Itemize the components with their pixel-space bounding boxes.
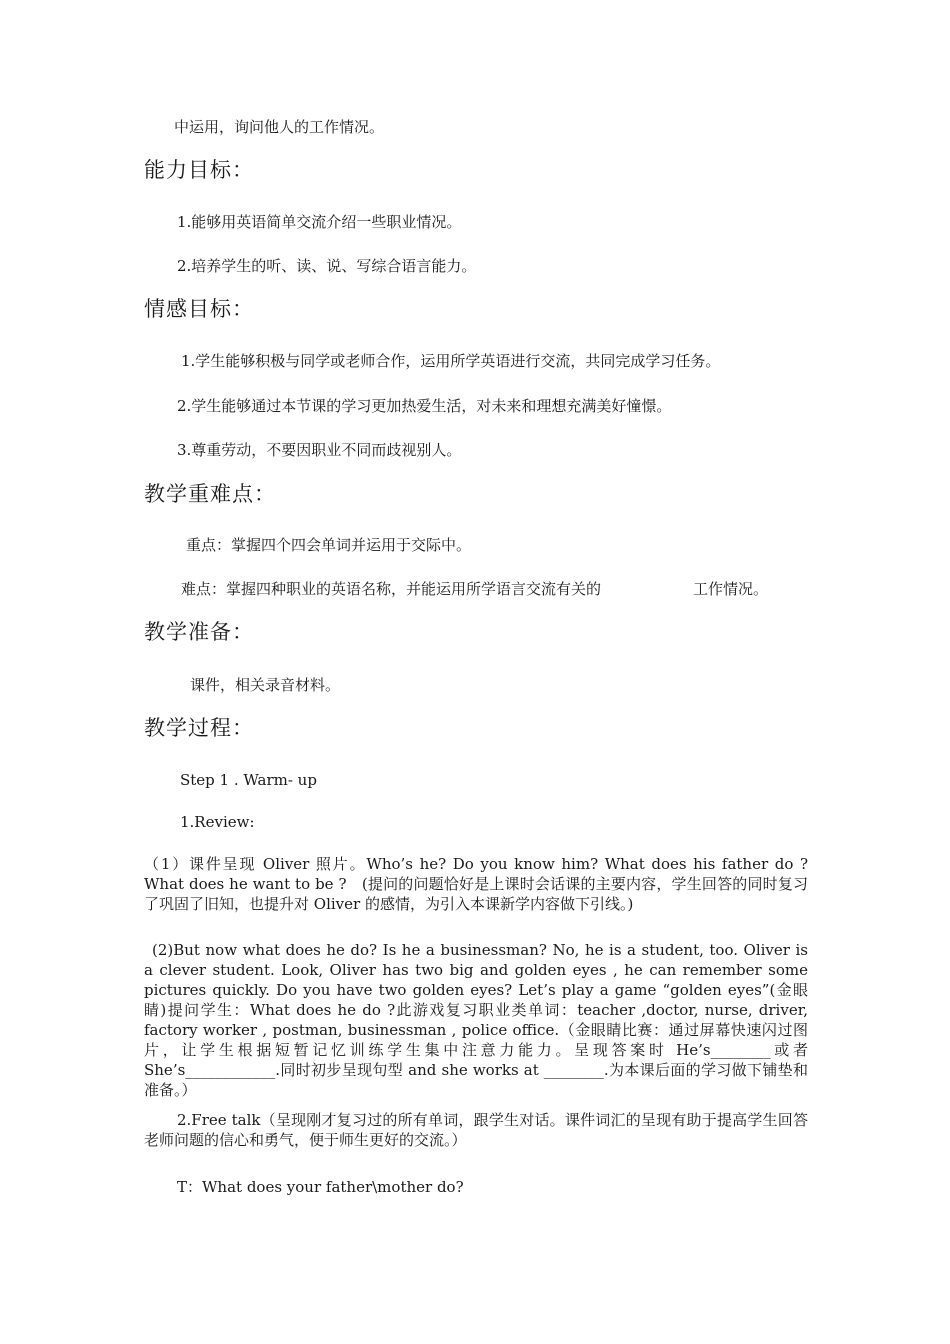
intro-tail-line: 中运用，询问他人的工作情况。 [174,118,385,136]
review-paragraph-1: （1）课件呈现 Oliver 照片。Who’s he? Do you know him? What does his father do ? What does he want to be ? (提问的问题恰好是上课时会话课的主要内容，学生回答的同时复习了巩固了旧知，也提升对 Oliver 的感情，为引入本课新学内容做下引线。) [144,855,808,913]
step1-title: Step 1 . Warm- up [180,771,317,789]
heading-teaching-process: 教学过程： [144,716,254,740]
review-title: 1.Review: [180,813,255,831]
heading-emotion-goals: 情感目标： [144,297,254,321]
dialogue-teacher-line: T：What does your father\mother do? [177,1178,464,1196]
preparation-line: 课件，相关录音材料。 [190,676,341,694]
heading-preparation: 教学准备： [144,620,254,644]
review-paragraph-2: (2)But now what does he do? Is he a businessman? No, he is a student, too. Oliver is a clever student. Look, Oliver has two big and golden eyes , he can remember some pictures quickly. Do you have two golden eyes? Let’s play a game “golden eyes”(金眼睛)提问学生：What does he do ?此游戏复习职业类单词：teacher ,doctor, nurse, driver, factory worker , postman, businessman , police office.（金眼睛比赛：通过屏幕快速闪过图片，让学生根据短暂记忆训练学生集中注意力能力。呈现答案时 He’s________或者 She’s____________.同时初步呈现句型 and she works at ________.为本课后面的学习做下铺垫和准备。） [144,941,808,1099]
free-talk-paragraph: 2.Free talk（呈现刚才复习过的所有单词，跟学生对话。课件词汇的呈现有助于提高学生回答老师问题的信心和勇气，便于师生更好的交流。） [144,1111,808,1149]
difficult-point-line: 难点：掌握四种职业的英语名称，并能运用所学语言交流有关的 [181,580,602,598]
emotion-item-3: 3.尊重劳动，不要因职业不同而歧视别人。 [177,441,462,459]
key-point-line: 重点：掌握四个四会单词并运用于交际中。 [186,536,472,554]
heading-key-points: 教学重难点： [144,482,276,506]
heading-ability-goals: 能力目标： [144,158,254,182]
ability-item-2: 2.培养学生的听、读、说、写综合语言能力。 [177,257,477,275]
emotion-item-2: 2.学生能够通过本节课的学习更加热爱生活，对未来和理想充满美好憧憬。 [177,397,672,415]
emotion-item-1: 1.学生能够积极与同学或老师合作，运用所学英语进行交流，共同完成学习任务。 [181,352,721,370]
difficult-point-tail: 工作情况。 [693,580,769,598]
ability-item-1: 1.能够用英语简单交流介绍一些职业情况。 [177,213,462,231]
